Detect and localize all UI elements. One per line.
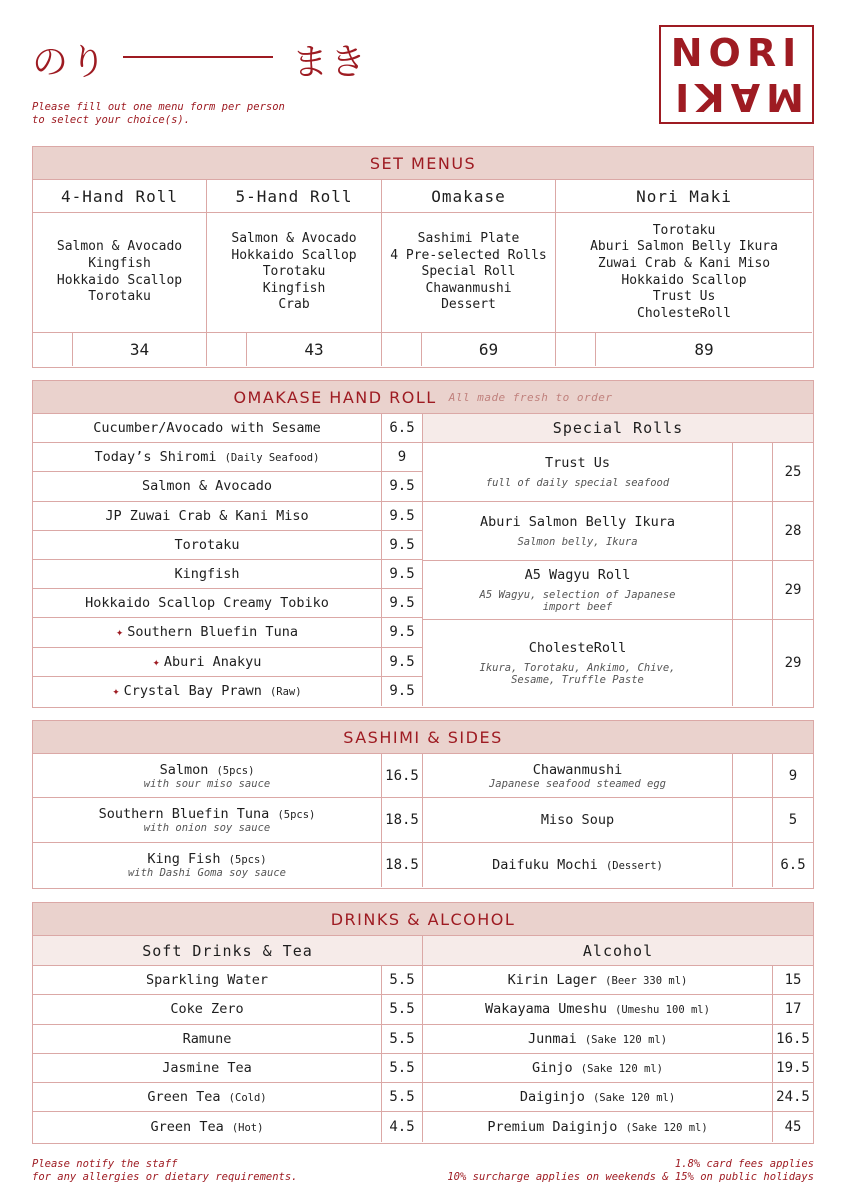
set-menu-item: Special Roll — [421, 264, 516, 280]
hand-roll-name-cell — [33, 677, 382, 706]
set-menu-name: 5-Hand Roll — [207, 180, 381, 213]
drink-name-cell — [423, 1054, 773, 1082]
menu-item-name: King Fish — [147, 850, 221, 867]
hand-roll-price: 9.5 — [389, 507, 415, 524]
special-roll-desc: Salmon belly, Ikura — [517, 536, 638, 548]
hand-roll-name: JP Zuwai Crab & Kani Miso — [105, 507, 309, 524]
drink-note: (Sake 120 ml) — [580, 1063, 663, 1076]
hand-roll-price: 9.5 — [389, 683, 415, 700]
special-rolls-panel — [423, 414, 813, 706]
special-roll-price: 29 — [784, 655, 802, 671]
logo-bottom-text: MAKI — [669, 75, 804, 119]
set-menu-item: 4 Pre-selected Rolls — [390, 247, 547, 263]
menu-name-cell — [33, 843, 382, 887]
hand-roll-row — [33, 677, 422, 706]
set-menus-title: SET MENUS — [369, 153, 477, 173]
drink-name-line — [162, 1060, 251, 1076]
set-menu-price-row — [556, 333, 812, 366]
hand-roll-name-cell — [33, 560, 382, 588]
drink-price: 17 — [784, 1001, 802, 1018]
set-menu-item: Hokkaido Scallop — [621, 272, 747, 288]
set-menu-item: Hokkaido Scallop — [56, 272, 183, 288]
menu-item-desc: with Dashi Goma soy sauce — [127, 866, 287, 879]
special-rolls-list — [423, 443, 813, 706]
drink-name-cell — [33, 1025, 382, 1053]
set-menu-column — [207, 180, 382, 366]
price-blank-cell — [207, 333, 247, 366]
hand-roll-row — [33, 531, 422, 560]
drink-price: 5.5 — [389, 1001, 415, 1018]
sashimi-section — [32, 720, 814, 889]
hand-roll-name-cell — [33, 443, 382, 471]
drink-row — [33, 1112, 422, 1141]
price-blank-cell — [382, 333, 422, 366]
set-menu-item: Hokkaido Scallop — [231, 247, 357, 263]
hand-roll-row — [33, 618, 422, 647]
drink-name-line — [146, 972, 268, 988]
alcohol-list — [423, 966, 813, 1142]
hand-roll-name-cell — [33, 531, 382, 559]
drink-name-cell — [33, 1083, 382, 1111]
drink-name: Green Tea — [147, 1089, 221, 1106]
special-rolls-heading: Special Rolls — [423, 414, 813, 443]
hand-roll-name-cell — [33, 648, 382, 676]
hand-roll-list — [33, 414, 423, 706]
footer-left-line: for any allergies or dietary requirements. — [32, 1171, 298, 1183]
special-roll-row — [423, 620, 813, 706]
set-menu-item: Chawanmushi — [425, 280, 512, 296]
price-gap-cell — [733, 443, 773, 501]
hand-roll-price: 9.5 — [389, 536, 415, 553]
hand-roll-header — [33, 381, 813, 414]
hand-roll-row — [33, 560, 422, 589]
hand-roll-row — [33, 414, 422, 443]
drink-note: (Umeshu 100 ml) — [615, 1004, 710, 1017]
set-menu-item: Salmon & Avocado — [56, 239, 183, 255]
alcohol-heading: Alcohol — [423, 936, 813, 966]
set-menu-price-row — [382, 333, 555, 366]
menu-name-line — [160, 762, 255, 778]
menu-item-price: 9 — [788, 767, 798, 784]
set-menu-item: Crab — [278, 297, 310, 313]
hand-roll-note: (Raw) — [269, 686, 302, 699]
drink-name: Coke Zero — [170, 1001, 244, 1018]
special-roll-name: Trust Us — [544, 455, 611, 471]
set-menu-item: Kingfish — [88, 255, 151, 271]
drink-price: 24.5 — [776, 1089, 810, 1106]
drink-name-cell — [33, 966, 382, 994]
menu-item-name: Chawanmushi — [532, 761, 623, 778]
menu-row — [33, 843, 422, 887]
logo-top-text: NORI — [670, 31, 803, 75]
brand-japanese-left: のり — [32, 42, 109, 83]
drink-note: (Hot) — [231, 1122, 264, 1135]
set-menu-price: 34 — [129, 340, 150, 359]
menu-item-price: 6.5 — [780, 856, 806, 873]
set-menu-items — [382, 213, 555, 333]
nori-maki-logo — [659, 25, 814, 124]
menu-item-note: (5pcs) — [228, 853, 267, 866]
footer-fees-note — [447, 1158, 814, 1184]
hand-roll-name-line — [85, 595, 329, 611]
drink-name-line — [170, 1001, 243, 1017]
price-gap-cell — [733, 754, 773, 797]
set-menu-column — [382, 180, 556, 366]
menu-item-price: 5 — [788, 811, 798, 828]
hand-roll-price: 9.5 — [389, 653, 415, 670]
footer-left-line: Please notify the staff — [32, 1158, 178, 1170]
drink-row — [33, 995, 422, 1024]
hand-roll-name-cell — [33, 502, 382, 530]
hand-roll-price: 9.5 — [389, 595, 415, 612]
menu-name-cell — [33, 798, 382, 841]
drink-name-cell — [423, 966, 773, 994]
drink-name: Wakayama Umeshu — [485, 1001, 607, 1018]
special-roll-name: Aburi Salmon Belly Ikura — [479, 514, 676, 530]
drink-name-line — [147, 1089, 266, 1105]
set-menus-grid — [33, 180, 813, 366]
set-menu-item: Zuwai Crab & Kani Miso — [597, 255, 771, 271]
menu-row — [423, 798, 813, 842]
menu-row — [33, 798, 422, 842]
set-menu-name: Omakase — [382, 180, 555, 213]
set-menu-item: Torotaku — [262, 264, 326, 280]
menu-item-note: (5pcs) — [216, 764, 255, 777]
drink-name: Daiginjo — [519, 1089, 585, 1106]
menu-name-cell — [423, 798, 733, 841]
menu-item-name: Miso Soup — [540, 811, 615, 828]
hand-roll-name-line — [142, 478, 272, 494]
drink-price: 5.5 — [389, 1030, 415, 1047]
drink-name-line — [151, 1119, 264, 1135]
drink-row — [423, 1054, 813, 1083]
special-roll-desc: Ikura, Torotaku, Ankimo, Chive, Sesame, Truffle Paste — [479, 662, 676, 686]
hand-roll-name-line — [174, 537, 239, 553]
brand-japanese-right: まき — [292, 42, 369, 83]
drink-name-cell — [33, 1112, 382, 1141]
hand-roll-name-line — [174, 566, 239, 582]
hand-roll-name-line — [93, 420, 321, 436]
drink-row — [33, 1025, 422, 1054]
set-menu-item: Trust Us — [652, 289, 716, 305]
drink-name-line — [532, 1060, 663, 1076]
menu-item-name: Daifuku Mochi — [492, 856, 598, 873]
special-roll-row — [423, 443, 813, 502]
set-menu-items — [556, 213, 812, 333]
menu-name-line — [99, 806, 316, 822]
drink-name: Premium Daiginjo — [487, 1119, 618, 1136]
hand-roll-name-cell — [33, 589, 382, 617]
set-menu-price-row — [33, 333, 206, 366]
soft-drinks-list — [33, 966, 422, 1142]
footer-right-line: 1.8% card fees applies — [674, 1158, 814, 1170]
menu-item-name: Southern Bluefin Tuna — [98, 805, 270, 822]
hand-roll-name: Cucumber/Avocado with Sesame — [93, 420, 321, 437]
menu-name-line — [533, 762, 622, 778]
drink-price: 15 — [784, 972, 802, 989]
drink-name-line — [487, 1119, 707, 1135]
drink-note: (Cold) — [228, 1092, 267, 1105]
menu-name-cell — [423, 754, 733, 797]
sashimi-header — [33, 721, 813, 754]
drink-name-cell — [33, 995, 382, 1023]
special-roll-name-cell — [423, 443, 733, 501]
menu-name-line — [541, 812, 614, 828]
star-icon: ✦ — [112, 684, 120, 699]
set-menu-item: Torotaku — [652, 222, 716, 238]
drink-name-cell — [423, 1025, 773, 1053]
hand-roll-name: Today’s Shiromi — [94, 449, 217, 466]
drinks-header — [33, 903, 813, 936]
menu-row — [423, 754, 813, 798]
drink-name: Green Tea — [150, 1119, 224, 1136]
hand-roll-subtitle: All made fresh to order — [448, 390, 613, 404]
menu-row — [33, 754, 422, 798]
hand-roll-name-line — [153, 654, 262, 670]
drink-row — [423, 1025, 813, 1054]
drink-name-line — [508, 972, 688, 988]
special-roll-name: A5 Wagyu Roll — [524, 567, 631, 583]
drink-name-line — [183, 1031, 232, 1047]
price-gap-cell — [733, 502, 773, 560]
drink-name: Junmai — [527, 1030, 577, 1047]
drink-row — [33, 1083, 422, 1112]
special-roll-row — [423, 561, 813, 620]
special-roll-name-cell — [423, 620, 733, 706]
drink-name: Ginjo — [532, 1060, 573, 1077]
hand-roll-name: Hokkaido Scallop Creamy Tobiko — [85, 595, 329, 612]
drink-row — [423, 1112, 813, 1141]
set-menu-item: Salmon & Avocado — [231, 231, 357, 247]
price-gap-cell — [733, 620, 773, 706]
drink-name: Sparkling Water — [146, 972, 268, 989]
menu-item-desc: with sour miso sauce — [143, 777, 271, 790]
top-note-line: to select your choice(s). — [32, 114, 191, 126]
hand-roll-price: 9.5 — [389, 624, 415, 641]
special-roll-name-cell — [423, 561, 733, 619]
hand-roll-name: Aburi Anakyu — [163, 653, 262, 670]
drinks-title: DRINKS & ALCOHOL — [330, 909, 516, 929]
brand-divider-line — [123, 56, 273, 58]
hand-roll-name: Southern Bluefin Tuna — [127, 624, 298, 641]
footer-right-line: 10% surcharge applies on weekends & 15% on public holidays — [447, 1171, 814, 1183]
set-menu-price-row — [207, 333, 381, 366]
drink-name-line — [520, 1089, 675, 1105]
menu-item-name: Salmon — [159, 761, 209, 778]
special-roll-name: CholesteRoll — [528, 640, 627, 656]
drink-note: (Sake 120 ml) — [625, 1122, 708, 1135]
menu-item-price: 16.5 — [385, 767, 419, 784]
set-menu-items — [207, 213, 381, 333]
drink-row — [33, 1054, 422, 1083]
hand-roll-row — [33, 648, 422, 677]
price-gap-cell — [733, 843, 773, 887]
drink-name: Kirin Lager — [507, 972, 598, 989]
set-menu-item: CholesteRoll — [637, 305, 731, 321]
special-roll-price: 28 — [784, 523, 802, 539]
drink-row — [33, 966, 422, 995]
set-menu-items — [33, 213, 206, 333]
set-menu-item: Sashimi Plate — [417, 231, 520, 247]
special-roll-desc: A5 Wagyu, selection of Japanese import beef — [479, 589, 676, 613]
set-menus-section — [32, 146, 814, 368]
drinks-section — [32, 902, 814, 1144]
drink-name: Jasmine Tea — [162, 1060, 252, 1077]
sides-list — [423, 754, 813, 887]
drink-note: (Beer 330 ml) — [605, 975, 688, 988]
set-menu-column — [33, 180, 207, 366]
drink-name-line — [528, 1031, 667, 1047]
drink-price: 5.5 — [389, 1060, 415, 1077]
menu-name-line — [147, 851, 266, 867]
special-roll-row — [423, 502, 813, 561]
menu-item-price: 18.5 — [385, 811, 419, 828]
drink-price: 19.5 — [776, 1060, 810, 1077]
hand-roll-name-line — [105, 508, 308, 524]
set-menu-name: Nori Maki — [556, 180, 812, 213]
menu-item-desc: with onion soy sauce — [143, 821, 271, 834]
drink-row — [423, 966, 813, 995]
hand-roll-name: Kingfish — [174, 566, 240, 583]
soft-drinks-panel — [33, 936, 423, 1142]
drink-name: Ramune — [182, 1030, 232, 1047]
hand-roll-price: 9 — [397, 449, 407, 466]
drink-name-cell — [423, 1083, 773, 1111]
special-roll-price: 29 — [784, 582, 802, 598]
set-menu-item: Dessert — [441, 297, 496, 313]
set-menu-item: Torotaku — [88, 289, 151, 305]
drink-note: (Sake 120 ml) — [592, 1092, 676, 1105]
menu-name-line — [492, 857, 663, 873]
set-menus-header — [33, 147, 813, 180]
star-icon: ✦ — [152, 654, 160, 669]
menu-name-cell — [33, 754, 382, 797]
price-gap-cell — [733, 798, 773, 841]
price-gap-cell — [733, 561, 773, 619]
set-menu-column — [556, 180, 812, 366]
top-note-line: Please fill out one menu form per person — [32, 101, 285, 113]
drink-name-cell — [33, 1054, 382, 1082]
special-roll-name-cell — [423, 502, 733, 560]
hand-roll-name-line — [95, 449, 320, 465]
drink-price: 16.5 — [776, 1030, 810, 1047]
menu-row — [423, 843, 813, 887]
hand-roll-name: Salmon & Avocado — [141, 478, 273, 495]
hand-roll-name-line — [116, 624, 298, 640]
hand-roll-name-line — [112, 683, 301, 699]
drink-name-cell — [423, 995, 773, 1023]
hand-roll-row — [33, 589, 422, 618]
hand-roll-price: 9.5 — [389, 478, 415, 495]
menu-item-note: (5pcs) — [277, 808, 316, 821]
sashimi-list — [33, 754, 423, 887]
price-blank-cell — [556, 333, 596, 366]
hand-roll-price: 6.5 — [389, 420, 415, 437]
set-menu-name: 4-Hand Roll — [33, 180, 206, 213]
special-roll-price: 25 — [784, 464, 802, 480]
set-menu-item: Aburi Salmon Belly Ikura — [590, 239, 778, 255]
drink-row — [423, 1083, 813, 1112]
drink-note: (Sake 120 ml) — [584, 1033, 668, 1046]
hand-roll-row — [33, 443, 422, 472]
drink-price: 5.5 — [389, 1089, 415, 1106]
set-menu-price: 43 — [304, 340, 324, 359]
hand-roll-row — [33, 472, 422, 501]
top-note — [32, 101, 285, 127]
drink-name-cell — [423, 1112, 773, 1141]
menu-item-desc: Japanese seafood steamed egg — [488, 777, 666, 790]
set-menu-price: 69 — [478, 340, 499, 359]
drink-price: 45 — [784, 1119, 802, 1136]
menu-item-note: (Dessert) — [605, 859, 663, 872]
hand-roll-name-cell — [33, 414, 382, 442]
special-roll-desc: full of daily special seafood — [485, 477, 670, 489]
hand-roll-name: Crystal Bay Prawn — [123, 683, 262, 700]
menu-name-cell — [423, 843, 733, 887]
hand-roll-section — [32, 380, 814, 708]
menu-item-price: 18.5 — [385, 856, 419, 873]
hand-roll-note: (Daily Seafood) — [224, 452, 320, 465]
hand-roll-title: OMAKASE HAND ROLL — [233, 387, 437, 407]
set-menu-price: 89 — [694, 340, 714, 359]
hand-roll-name-cell — [33, 618, 382, 646]
hand-roll-row — [33, 502, 422, 531]
hand-roll-price: 9.5 — [389, 566, 415, 583]
drink-price: 5.5 — [389, 972, 415, 989]
soft-drinks-heading: Soft Drinks & Tea — [33, 936, 422, 966]
drink-name-line — [485, 1001, 710, 1017]
alcohol-panel — [423, 936, 813, 1142]
price-blank-cell — [33, 333, 73, 366]
star-icon: ✦ — [116, 625, 124, 640]
drink-price: 4.5 — [389, 1119, 415, 1136]
sashimi-title: SASHIMI & SIDES — [343, 727, 503, 747]
drink-row — [423, 995, 813, 1024]
hand-roll-name: Torotaku — [174, 536, 240, 553]
footer-allergy-note — [32, 1158, 298, 1184]
set-menu-item: Kingfish — [262, 280, 326, 296]
hand-roll-name-cell — [33, 472, 382, 500]
